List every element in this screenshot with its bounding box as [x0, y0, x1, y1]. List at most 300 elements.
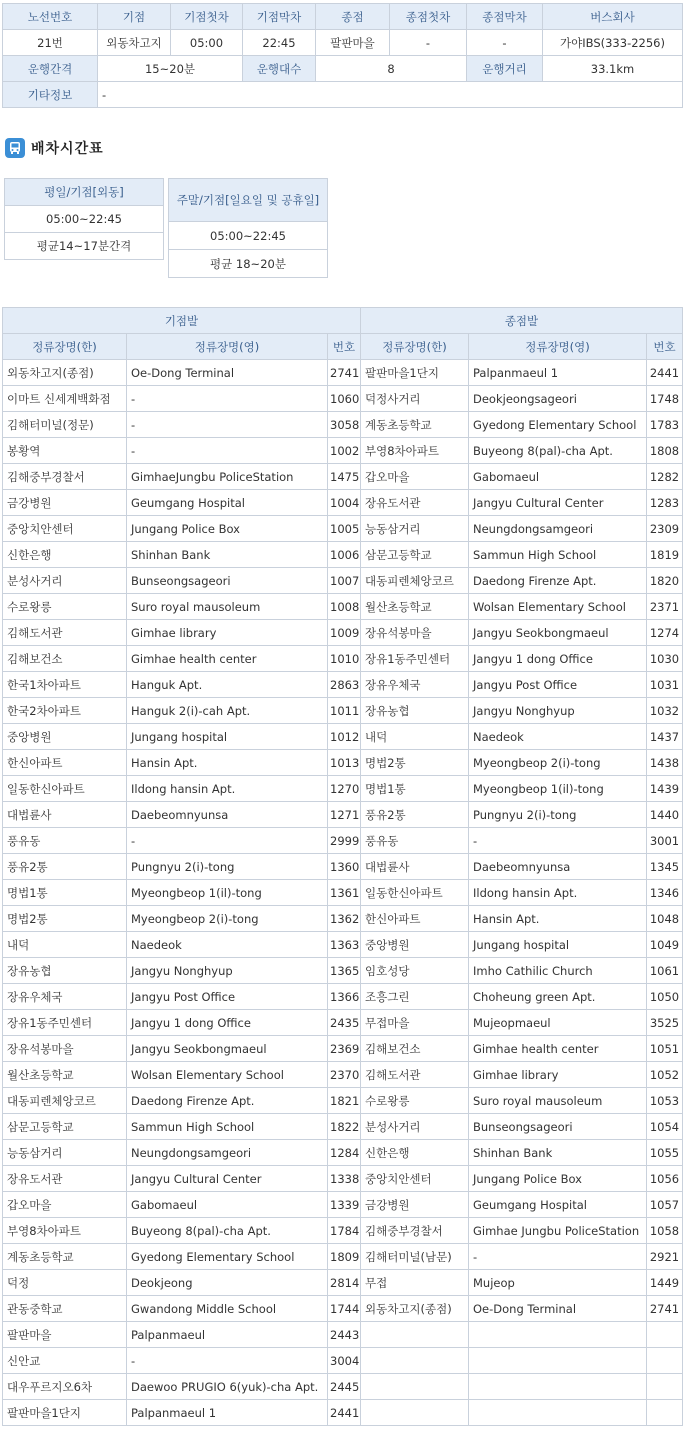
end-stop-name-en: Ildong hansin Apt.	[469, 880, 647, 906]
route-info-table	[2, 3, 683, 108]
start-stop-number: 2369	[328, 1036, 361, 1062]
end-stop-number: 1055	[647, 1140, 683, 1166]
start-stop-name-kr: 신안교	[3, 1348, 127, 1374]
start-stop-name-en: Gimhae library	[127, 620, 328, 646]
start-stop-number: 2863	[328, 672, 361, 698]
end-stop-name-en: Bunseongsageori	[469, 1114, 647, 1140]
start-stop-number: 1822	[328, 1114, 361, 1140]
start-stop-number: 2445	[328, 1374, 361, 1400]
table-row	[3, 1296, 683, 1322]
start-stop-number: 2370	[328, 1062, 361, 1088]
start-stop-name-kr: 대동피렌체앙코르	[3, 1088, 127, 1114]
table-row	[3, 958, 683, 984]
end-stop-number: 1819	[647, 542, 683, 568]
bus-company: 가야IBS(333-2256)	[543, 30, 683, 56]
end-stop-number	[647, 1322, 683, 1348]
end-stop-name-kr: 금강병원	[361, 1192, 469, 1218]
end-stop-number: 1032	[647, 698, 683, 724]
start-stop-number: 1338	[328, 1166, 361, 1192]
start-stop-number: 1363	[328, 932, 361, 958]
start-stop-number: 1005	[328, 516, 361, 542]
end-stop-name-kr: 무접마을	[361, 1010, 469, 1036]
start-stop-name-kr: 중앙치안센터	[3, 516, 127, 542]
end-stop-name-en	[469, 1374, 647, 1400]
end-stop-name-en: Daebeomnyunsa	[469, 854, 647, 880]
end-stop-name-kr: 일동한신아파트	[361, 880, 469, 906]
start-stop-name-en: -	[127, 412, 328, 438]
end-stop-name-en: Hansin Apt.	[469, 906, 647, 932]
start-stop-number: 2443	[328, 1322, 361, 1348]
end-stop-name-kr: 풍유동	[361, 828, 469, 854]
end-stop-name-kr: 장유도서관	[361, 490, 469, 516]
end-stop-name-kr: 중앙치안센터	[361, 1166, 469, 1192]
bus-stops-table	[2, 307, 683, 1426]
end-stop-name-en: Gabomaeul	[469, 464, 647, 490]
origin-last-bus: 22:45	[243, 30, 316, 56]
start-stop-name-kr: 덕정	[3, 1270, 127, 1296]
terminus-departure-header: 종점발	[361, 308, 683, 334]
start-stop-name-en: Bunseongsageori	[127, 568, 328, 594]
end-stop-number: 1051	[647, 1036, 683, 1062]
end-stop-name-kr: 명법1통	[361, 776, 469, 802]
end-stop-number: 1808	[647, 438, 683, 464]
end-stop-name-en: Naedeok	[469, 724, 647, 750]
weekend-schedule-interval: 평균 18~20분	[169, 250, 328, 278]
table-row	[3, 516, 683, 542]
end-stop-number: 1053	[647, 1088, 683, 1114]
end-stop-number: 2921	[647, 1244, 683, 1270]
start-stop-number: 1006	[328, 542, 361, 568]
start-stop-name-en: Gyedong Elementary School	[127, 1244, 328, 1270]
start-stop-name-kr: 김해터미널(정문)	[3, 412, 127, 438]
start-stop-name-kr: 장유도서관	[3, 1166, 127, 1192]
end-stop-number: 1048	[647, 906, 683, 932]
end-stop-name-kr: 삼문고등학교	[361, 542, 469, 568]
start-stop-name-en: Ildong hansin Apt.	[127, 776, 328, 802]
end-stop-name-en: Myeongbeop 2(i)-tong	[469, 750, 647, 776]
end-stop-name-en: Jangyu Nonghyup	[469, 698, 647, 724]
schedule-section-title	[5, 137, 104, 159]
terminus: 팔판마을	[316, 30, 390, 56]
weekday-schedule-title: 평일/기점[외동]	[5, 179, 164, 206]
end-stop-name-kr: 갑오마을	[361, 464, 469, 490]
start-stop-name-kr: 김해도서관	[3, 620, 127, 646]
route-info-header-row	[3, 4, 683, 30]
table-row	[3, 490, 683, 516]
end-stop-number: 1031	[647, 672, 683, 698]
end-stop-number: 1748	[647, 386, 683, 412]
table-row	[3, 880, 683, 906]
end-stop-name-kr: 임호성당	[361, 958, 469, 984]
start-stop-name-kr: 명법2통	[3, 906, 127, 932]
start-stop-name-en: -	[127, 386, 328, 412]
start-stop-number: 1013	[328, 750, 361, 776]
start-stop-name-kr: 삼문고등학교	[3, 1114, 127, 1140]
start-stop-name-kr: 장유농협	[3, 958, 127, 984]
start-stop-name-kr: 팔판마을	[3, 1322, 127, 1348]
table-row	[3, 1114, 683, 1140]
end-stop-name-en: Deokjeongsageori	[469, 386, 647, 412]
end-stop-name-en: Shinhan Bank	[469, 1140, 647, 1166]
vehicle-count-label: 운행대수	[243, 56, 316, 82]
end-stop-name-kr: 신한은행	[361, 1140, 469, 1166]
table-row	[3, 1400, 683, 1426]
start-stop-name-en: Sammun High School	[127, 1114, 328, 1140]
start-stop-number: 1365	[328, 958, 361, 984]
start-stop-name-kr: 팔판마을1단지	[3, 1400, 127, 1426]
start-stop-name-kr: 계동초등학교	[3, 1244, 127, 1270]
start-stop-name-en: -	[127, 1348, 328, 1374]
start-stop-name-en: Suro royal mausoleum	[127, 594, 328, 620]
end-stop-name-kr: 풍유2통	[361, 802, 469, 828]
table-row	[3, 1088, 683, 1114]
schedule-title: 배차시간표	[31, 141, 104, 157]
start-stop-number: 3004	[328, 1348, 361, 1374]
end-stop-name-en: Jangyu 1 dong Office	[469, 646, 647, 672]
start-stop-name-kr: 관동중학교	[3, 1296, 127, 1322]
route-operation-row	[3, 56, 683, 82]
start-stop-name-en: Myeongbeop 1(il)-tong	[127, 880, 328, 906]
end-stop-name-kr	[361, 1322, 469, 1348]
vehicle-count-value: 8	[316, 56, 467, 82]
end-stop-number: 3525	[647, 1010, 683, 1036]
terminus-header: 종점	[316, 4, 390, 30]
start-stop-name-en: Jungang hospital	[127, 724, 328, 750]
end-stop-name-kr: 장유우체국	[361, 672, 469, 698]
start-stop-name-kr: 명법1통	[3, 880, 127, 906]
end-stop-number: 1274	[647, 620, 683, 646]
distance-value: 33.1km	[543, 56, 683, 82]
stops-column-header-row	[3, 334, 683, 360]
table-row	[3, 1374, 683, 1400]
end-stop-number: 1449	[647, 1270, 683, 1296]
end-stop-name-en: Geumgang Hospital	[469, 1192, 647, 1218]
start-stop-name-en: Shinhan Bank	[127, 542, 328, 568]
start-stop-name-kr: 김해보건소	[3, 646, 127, 672]
table-row	[3, 438, 683, 464]
end-stop-name-en: -	[469, 828, 647, 854]
end-stop-number: 1054	[647, 1114, 683, 1140]
end-stop-number	[647, 1374, 683, 1400]
table-row	[3, 854, 683, 880]
weekend-schedule-box	[168, 178, 328, 278]
end-stop-name-en: Sammun High School	[469, 542, 647, 568]
origin-departure-header: 기점발	[3, 308, 361, 334]
weekday-schedule-box	[4, 178, 164, 260]
table-row	[3, 932, 683, 958]
start-stop-name-en: Hanguk Apt.	[127, 672, 328, 698]
end-stop-name-en: Jangyu Post Office	[469, 672, 647, 698]
end-stop-name-en: Neungdongsamgeori	[469, 516, 647, 542]
start-stop-name-en: Hanguk 2(i)-cah Apt.	[127, 698, 328, 724]
table-row	[3, 750, 683, 776]
start-stop-number: 3058	[328, 412, 361, 438]
start-stop-name-kr: 장유석봉마을	[3, 1036, 127, 1062]
table-row	[3, 802, 683, 828]
end-stop-number: 1783	[647, 412, 683, 438]
end-stop-number: 1283	[647, 490, 683, 516]
start-stop-name-kr: 한신아파트	[3, 750, 127, 776]
start-stop-number: 2999	[328, 828, 361, 854]
end-stop-name-kr: 장유1동주민센터	[361, 646, 469, 672]
end-stop-number: 1058	[647, 1218, 683, 1244]
end-stop-name-kr: 김해터미널(남문)	[361, 1244, 469, 1270]
start-stop-name-kr: 갑오마을	[3, 1192, 127, 1218]
end-stop-number: 3001	[647, 828, 683, 854]
table-row	[3, 906, 683, 932]
end-stop-name-kr: 수로왕릉	[361, 1088, 469, 1114]
end-stop-number: 1438	[647, 750, 683, 776]
terminus-first-bus-header: 종점첫차	[390, 4, 467, 30]
origin-first-bus-header: 기점첫차	[171, 4, 243, 30]
etc-value: -	[98, 82, 683, 108]
terminus-last-bus-header: 종점막차	[467, 4, 543, 30]
end-stop-name-en: Jungang hospital	[469, 932, 647, 958]
start-stop-name-en: Gimhae health center	[127, 646, 328, 672]
weekend-schedule-title: 주말/기점[일요일 및 공휴일]	[169, 179, 328, 222]
weekday-schedule-interval: 평균14~17분간격	[5, 233, 164, 260]
end-stop-name-en: Gyedong Elementary School	[469, 412, 647, 438]
end-stop-number: 2371	[647, 594, 683, 620]
start-stop-number: 1002	[328, 438, 361, 464]
start-stop-name-kr: 부영8차아파트	[3, 1218, 127, 1244]
start-stop-name-kr: 대법륜사	[3, 802, 127, 828]
table-row	[3, 620, 683, 646]
end-stop-name-en: Suro royal mausoleum	[469, 1088, 647, 1114]
start-stop-name-en: Deokjeong	[127, 1270, 328, 1296]
start-stop-name-kr: 풍유동	[3, 828, 127, 854]
start-stop-number: 1821	[328, 1088, 361, 1114]
start-stop-name-kr: 신한은행	[3, 542, 127, 568]
end-stop-name-en: Mujeop	[469, 1270, 647, 1296]
start-stop-number: 1809	[328, 1244, 361, 1270]
start-stop-number: 2435	[328, 1010, 361, 1036]
start-stop-number: 1284	[328, 1140, 361, 1166]
end-stop-number: 1057	[647, 1192, 683, 1218]
start-stop-name-kr: 한국1차아파트	[3, 672, 127, 698]
interval-label: 운행간격	[3, 56, 98, 82]
start-stop-number-header: 번호	[328, 334, 361, 360]
start-stop-name-en: Wolsan Elementary School	[127, 1062, 328, 1088]
start-stop-name-en: Naedeok	[127, 932, 328, 958]
table-row	[3, 724, 683, 750]
end-stop-name-kr: 덕정사거리	[361, 386, 469, 412]
start-stop-name-en: Geumgang Hospital	[127, 490, 328, 516]
table-row	[3, 1348, 683, 1374]
start-stop-name-en: Palpanmaeul	[127, 1322, 328, 1348]
end-stop-name-en: Gimhae health center	[469, 1036, 647, 1062]
start-stop-name-kr-header: 정류장명(한)	[3, 334, 127, 360]
start-stop-number: 1744	[328, 1296, 361, 1322]
start-stop-name-en: Jangyu 1 dong Office	[127, 1010, 328, 1036]
end-stop-name-en: Pungnyu 2(i)-tong	[469, 802, 647, 828]
start-stop-number: 2814	[328, 1270, 361, 1296]
start-stop-name-kr: 능동삼거리	[3, 1140, 127, 1166]
start-stop-number: 1007	[328, 568, 361, 594]
table-row	[3, 828, 683, 854]
start-stop-number: 1271	[328, 802, 361, 828]
end-stop-name-kr: 김해도서관	[361, 1062, 469, 1088]
start-stop-name-kr: 일동한신아파트	[3, 776, 127, 802]
table-row	[3, 542, 683, 568]
route-number: 21번	[3, 30, 98, 56]
start-stop-name-en: Jangyu Post Office	[127, 984, 328, 1010]
end-stop-number: 2309	[647, 516, 683, 542]
start-stop-name-kr: 이마트 신세계백화점	[3, 386, 127, 412]
end-stop-number: 2441	[647, 360, 683, 386]
table-row	[3, 594, 683, 620]
start-stop-name-kr: 김해중부경찰서	[3, 464, 127, 490]
end-stop-number	[647, 1400, 683, 1426]
end-stop-name-en: Daedong Firenze Apt.	[469, 568, 647, 594]
start-stop-number: 1339	[328, 1192, 361, 1218]
route-info-value-row	[3, 30, 683, 56]
table-row	[3, 568, 683, 594]
start-stop-number: 1011	[328, 698, 361, 724]
end-stop-name-kr	[361, 1400, 469, 1426]
end-stop-name-kr: 명법2통	[361, 750, 469, 776]
start-stop-name-en: Daedong Firenze Apt.	[127, 1088, 328, 1114]
start-stop-name-kr: 장유1동주민센터	[3, 1010, 127, 1036]
distance-label: 운행거리	[467, 56, 543, 82]
table-row	[3, 646, 683, 672]
start-stop-number: 1010	[328, 646, 361, 672]
end-stop-number: 1282	[647, 464, 683, 490]
start-stop-number: 1008	[328, 594, 361, 620]
end-stop-name-kr: 외동차고지(종점)	[361, 1296, 469, 1322]
start-stop-name-kr: 금강병원	[3, 490, 127, 516]
start-stop-name-en: Gabomaeul	[127, 1192, 328, 1218]
start-stop-number: 2441	[328, 1400, 361, 1426]
end-stop-number: 2741	[647, 1296, 683, 1322]
weekday-schedule-time: 05:00~22:45	[5, 206, 164, 233]
start-stop-name-en: Jangyu Seokbongmaeul	[127, 1036, 328, 1062]
end-stop-name-en: Jangyu Cultural Center	[469, 490, 647, 516]
end-stop-name-en: -	[469, 1244, 647, 1270]
table-row	[3, 386, 683, 412]
end-stop-name-kr: 내덕	[361, 724, 469, 750]
start-stop-name-en: Daebeomnyunsa	[127, 802, 328, 828]
end-stop-name-kr: 무접	[361, 1270, 469, 1296]
end-stop-name-en: Gimhae Jungbu PoliceStation	[469, 1218, 647, 1244]
table-row	[3, 1140, 683, 1166]
end-stop-number-header: 번호	[647, 334, 683, 360]
bus-icon	[5, 138, 25, 158]
start-stop-name-kr: 장유우체국	[3, 984, 127, 1010]
start-stop-name-kr: 중앙병원	[3, 724, 127, 750]
end-stop-name-kr: 장유석봉마을	[361, 620, 469, 646]
table-row	[3, 1192, 683, 1218]
end-stop-name-kr: 계동초등학교	[361, 412, 469, 438]
end-stop-name-en: Gimhae library	[469, 1062, 647, 1088]
start-stop-number: 2741	[328, 360, 361, 386]
table-row	[3, 412, 683, 438]
start-stop-number: 1362	[328, 906, 361, 932]
start-stop-name-en: Hansin Apt.	[127, 750, 328, 776]
start-stop-name-en: Daewoo PRUGIO 6(yuk)-cha Apt.	[127, 1374, 328, 1400]
end-stop-name-kr: 조흥그린	[361, 984, 469, 1010]
start-stop-number: 1060	[328, 386, 361, 412]
start-stop-number: 1012	[328, 724, 361, 750]
start-stop-name-kr: 분성사거리	[3, 568, 127, 594]
end-stop-name-en: Palpanmaeul 1	[469, 360, 647, 386]
start-stop-number: 1009	[328, 620, 361, 646]
table-row	[3, 1010, 683, 1036]
start-stop-name-en: Jungang Police Box	[127, 516, 328, 542]
end-stop-name-en: Imho Cathilic Church	[469, 958, 647, 984]
origin: 외동차고지	[98, 30, 171, 56]
end-stop-name-kr: 장유농협	[361, 698, 469, 724]
start-stop-number: 1784	[328, 1218, 361, 1244]
end-stop-name-en-header: 정류장명(영)	[469, 334, 647, 360]
start-stop-number: 1361	[328, 880, 361, 906]
start-stop-name-kr: 봉황역	[3, 438, 127, 464]
end-stop-name-en: Wolsan Elementary School	[469, 594, 647, 620]
table-row	[3, 1244, 683, 1270]
start-stop-name-en: -	[127, 828, 328, 854]
origin-header: 기점	[98, 4, 171, 30]
end-stop-number: 1056	[647, 1166, 683, 1192]
start-stop-name-kr: 수로왕릉	[3, 594, 127, 620]
start-stop-name-en: Oe-Dong Terminal	[127, 360, 328, 386]
interval-value: 15~20분	[98, 56, 243, 82]
start-stop-name-en: Buyeong 8(pal)-cha Apt.	[127, 1218, 328, 1244]
terminus-last-bus: -	[467, 30, 543, 56]
table-row	[3, 1218, 683, 1244]
start-stop-name-en: GimhaeJungbu PoliceStation	[127, 464, 328, 490]
stops-direction-header-row	[3, 308, 683, 334]
end-stop-name-kr: 월산초등학교	[361, 594, 469, 620]
end-stop-name-kr: 김해보건소	[361, 1036, 469, 1062]
etc-label: 기타정보	[3, 82, 98, 108]
start-stop-number: 1366	[328, 984, 361, 1010]
end-stop-number: 1439	[647, 776, 683, 802]
end-stop-number: 1440	[647, 802, 683, 828]
end-stop-name-en: Jungang Police Box	[469, 1166, 647, 1192]
end-stop-name-en: Mujeopmaeul	[469, 1010, 647, 1036]
end-stop-number: 1345	[647, 854, 683, 880]
start-stop-name-en: Myeongbeop 2(i)-tong	[127, 906, 328, 932]
table-row	[3, 360, 683, 386]
end-stop-number: 1030	[647, 646, 683, 672]
start-stop-number: 1360	[328, 854, 361, 880]
start-stop-name-en: Jangyu Cultural Center	[127, 1166, 328, 1192]
start-stop-name-kr: 풍유2통	[3, 854, 127, 880]
table-row	[3, 1036, 683, 1062]
start-stop-name-en: Palpanmaeul 1	[127, 1400, 328, 1426]
end-stop-name-kr	[361, 1348, 469, 1374]
start-stop-name-kr: 대우푸르지오6차	[3, 1374, 127, 1400]
table-row	[3, 1322, 683, 1348]
weekend-schedule-time: 05:00~22:45	[169, 222, 328, 250]
start-stop-number: 1475	[328, 464, 361, 490]
table-row	[3, 984, 683, 1010]
start-stop-name-kr: 월산초등학교	[3, 1062, 127, 1088]
table-row	[3, 776, 683, 802]
end-stop-name-kr: 부영8차아파트	[361, 438, 469, 464]
origin-last-bus-header: 기점막차	[243, 4, 316, 30]
start-stop-name-en: Jangyu Nonghyup	[127, 958, 328, 984]
end-stop-name-en: Choheung green Apt.	[469, 984, 647, 1010]
end-stop-number: 1820	[647, 568, 683, 594]
table-row	[3, 464, 683, 490]
end-stop-name-kr-header: 정류장명(한)	[361, 334, 469, 360]
end-stop-number: 1437	[647, 724, 683, 750]
route-etc-row	[3, 82, 683, 108]
end-stop-number: 1061	[647, 958, 683, 984]
start-stop-name-en: -	[127, 438, 328, 464]
end-stop-name-kr: 능동삼거리	[361, 516, 469, 542]
